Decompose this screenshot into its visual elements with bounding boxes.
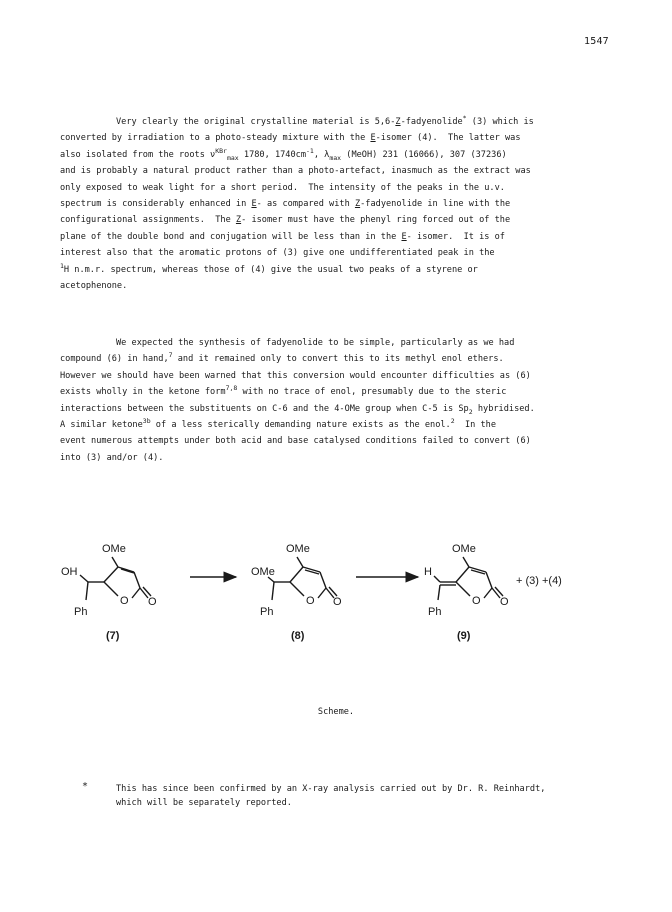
text-line: configurational assignments. The Z- isomer must have the phenyl ring forced out of the: [60, 215, 511, 226]
reaction-scheme: [0, 530, 672, 670]
text-line: and is probably a natural product rather than a photo-artefact, inasmuch as the extract was: [60, 166, 531, 177]
ome-label: OMe: [452, 543, 476, 555]
footnote-marker: *: [82, 781, 89, 792]
text-line: plane of the double bond and conjugation will be less than in the E- isomer. It is of: [60, 231, 505, 242]
text-line: converted by irradiation to a photo-steady mixture with the E-isomer (4). The latter was: [60, 133, 521, 144]
text-line: which will be separately reported.: [116, 798, 292, 808]
text-line: interactions between the substituents on C-6 and the 4-OMe group when C-5 is $Sp_2$ hybridised.: [60, 403, 535, 416]
scheme-caption: Scheme.: [317, 707, 355, 717]
page-number: 1547: [584, 36, 609, 47]
ph-label: Ph: [74, 606, 88, 618]
text-line: spectrum is considerably enhanced in E- as compared with Z-fadyenolide in line with the: [60, 199, 511, 210]
text-line: interest also that the aromatic protons of (3) give one undifferentiated peak in the: [60, 248, 495, 259]
carbonyl-oxygen-label: O: [500, 596, 509, 608]
text-line: event numerous attempts under both acid and base catalysed conditions failed to convert (6): [60, 436, 531, 447]
compound-7: [80, 557, 151, 600]
text-line: A similar ketone$^{3b}$ of a less sterically demanding nature exists as the enol.$^2$ In the: [60, 417, 497, 431]
text-line: Very clearly the original crystalline material is 5,6-Z-fadyenolide* (3) which is: [116, 114, 534, 127]
text-line: into (3) and/or (4).: [60, 452, 164, 463]
text-line: only exposed to weak light for a short period. The intensity of the peaks in the u.v.: [60, 182, 505, 193]
text-line: also isolated from the roots $\nu^{KBr}_{max}$ 1780, $1740cm^{-1}$, $\lambda_{max}$ (MeOH) 231 (16066), 307 (37236): [60, 146, 507, 162]
h-label: H: [424, 566, 432, 578]
text-line: This has since been confirmed by an X-ray analysis carried out by Dr. R. Reinhardt,: [116, 784, 546, 794]
carbonyl-oxygen-label: O: [148, 596, 157, 608]
text-line: exists wholly in the ketone form$^{7,8}$ with no trace of enol, presumably due to the steric: [60, 384, 507, 398]
compound-9-label: (9): [457, 630, 471, 642]
text-line: compound (6) in hand,$^7$ and it remained only to convert this to its methyl enol ethers.: [60, 351, 504, 365]
footnote-marker: *: [462, 114, 467, 122]
compound-8-label: (8): [291, 630, 305, 642]
ome-label: OMe: [102, 543, 126, 555]
ome-label: OMe: [251, 566, 275, 578]
oh-label: OH: [61, 566, 78, 578]
compound-8: [268, 557, 337, 600]
paragraph-2: [60, 335, 612, 466]
compound-9: [434, 557, 503, 600]
carbonyl-oxygen-label: O: [333, 596, 342, 608]
paragraph-1: [60, 114, 612, 294]
ring-oxygen-label: O: [306, 595, 315, 607]
ph-label: Ph: [260, 606, 274, 618]
products-label: + (3) +(4): [516, 575, 562, 587]
text-line: However we should have been warned that this conversion would encounter difficulties as (6): [60, 370, 531, 381]
ph-label: Ph: [428, 606, 442, 618]
text-line: We expected the synthesis of fadyenolide to be simple, particularly as we had: [116, 338, 515, 348]
ring-oxygen-label: O: [120, 595, 129, 607]
ring-oxygen-label: O: [472, 595, 481, 607]
text-line: $^1$H n.m.r. spectrum, whereas those of (4) give the usual two peaks of a styrene or: [60, 261, 478, 275]
text-line: acetophenone.: [60, 281, 128, 292]
compound-7-label: (7): [106, 630, 120, 642]
ome-label: OMe: [286, 543, 310, 555]
